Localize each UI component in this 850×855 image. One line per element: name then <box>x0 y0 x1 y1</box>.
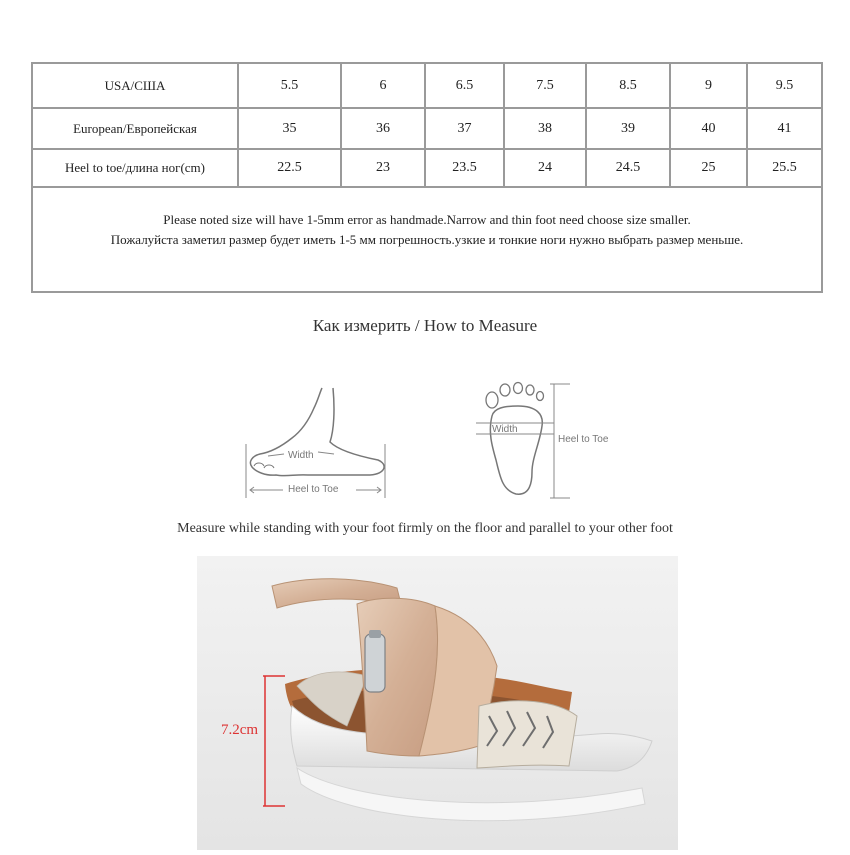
sandal-image <box>197 556 678 850</box>
table-cell: 25.5 <box>772 160 797 175</box>
table-cell: 8.5 <box>587 64 671 107</box>
table-cell: 22.5 <box>239 150 342 186</box>
foot-sole-diagram <box>470 376 630 501</box>
table-row <box>33 150 821 188</box>
table-cell: 23.5 <box>426 150 505 186</box>
table-cell: 36 <box>342 109 426 148</box>
width-label: Width <box>288 450 314 461</box>
foot-side-outline <box>238 380 388 500</box>
table-row <box>33 64 821 109</box>
foot-side-diagram <box>238 380 388 500</box>
table-cell: 6.5 <box>426 64 505 107</box>
table-cell: 37 <box>426 109 505 148</box>
table-cell: 6 <box>342 64 426 107</box>
heel-to-toe-label: Heel to Toe <box>288 484 339 495</box>
table-cell: 39 <box>587 109 671 148</box>
product-photo <box>197 556 678 850</box>
size-note-english: Please noted size will have 1-5mm error as handmade.Narrow and thin foot need choose size smaller. <box>163 212 691 227</box>
table-cell: 24 <box>505 150 587 186</box>
table-cell: 41 <box>777 120 792 136</box>
size-note-russian: Пожалуйста заметил размер будет иметь 1-5 мм погрешность.узкие и тонкие ноги нужно выбрать размер меньше. <box>110 232 744 247</box>
table-row <box>33 109 821 150</box>
how-to-measure-title: Как измерить / How to Measure <box>312 316 538 335</box>
row-label-heel-to-toe: Heel to toe/длина ног(cm) <box>33 150 239 186</box>
row-label-european: European/Европейская <box>33 109 239 148</box>
table-cell: 38 <box>505 109 587 148</box>
measure-instruction: Measure while standing with your foot firmly on the floor and parallel to your other foot <box>177 521 673 536</box>
heel-height-label: 7.2cm <box>221 722 259 738</box>
table-cell: 25 <box>671 150 748 186</box>
size-chart-table <box>31 62 823 293</box>
row-label-usa: USA/США <box>33 64 239 107</box>
table-cell: 9.5 <box>775 77 794 93</box>
table-cell: 40 <box>671 109 748 148</box>
table-cell: 23 <box>342 150 426 186</box>
size-note <box>33 188 821 291</box>
table-cell: 35 <box>239 109 342 148</box>
heel-to-toe-label: Heel to Toe <box>558 434 609 445</box>
table-cell: 24.5 <box>587 150 671 186</box>
table-cell: 9 <box>671 64 748 107</box>
table-cell: 5.5 <box>239 64 342 107</box>
width-label: Width <box>492 424 518 435</box>
table-cell: 7.5 <box>505 64 587 107</box>
